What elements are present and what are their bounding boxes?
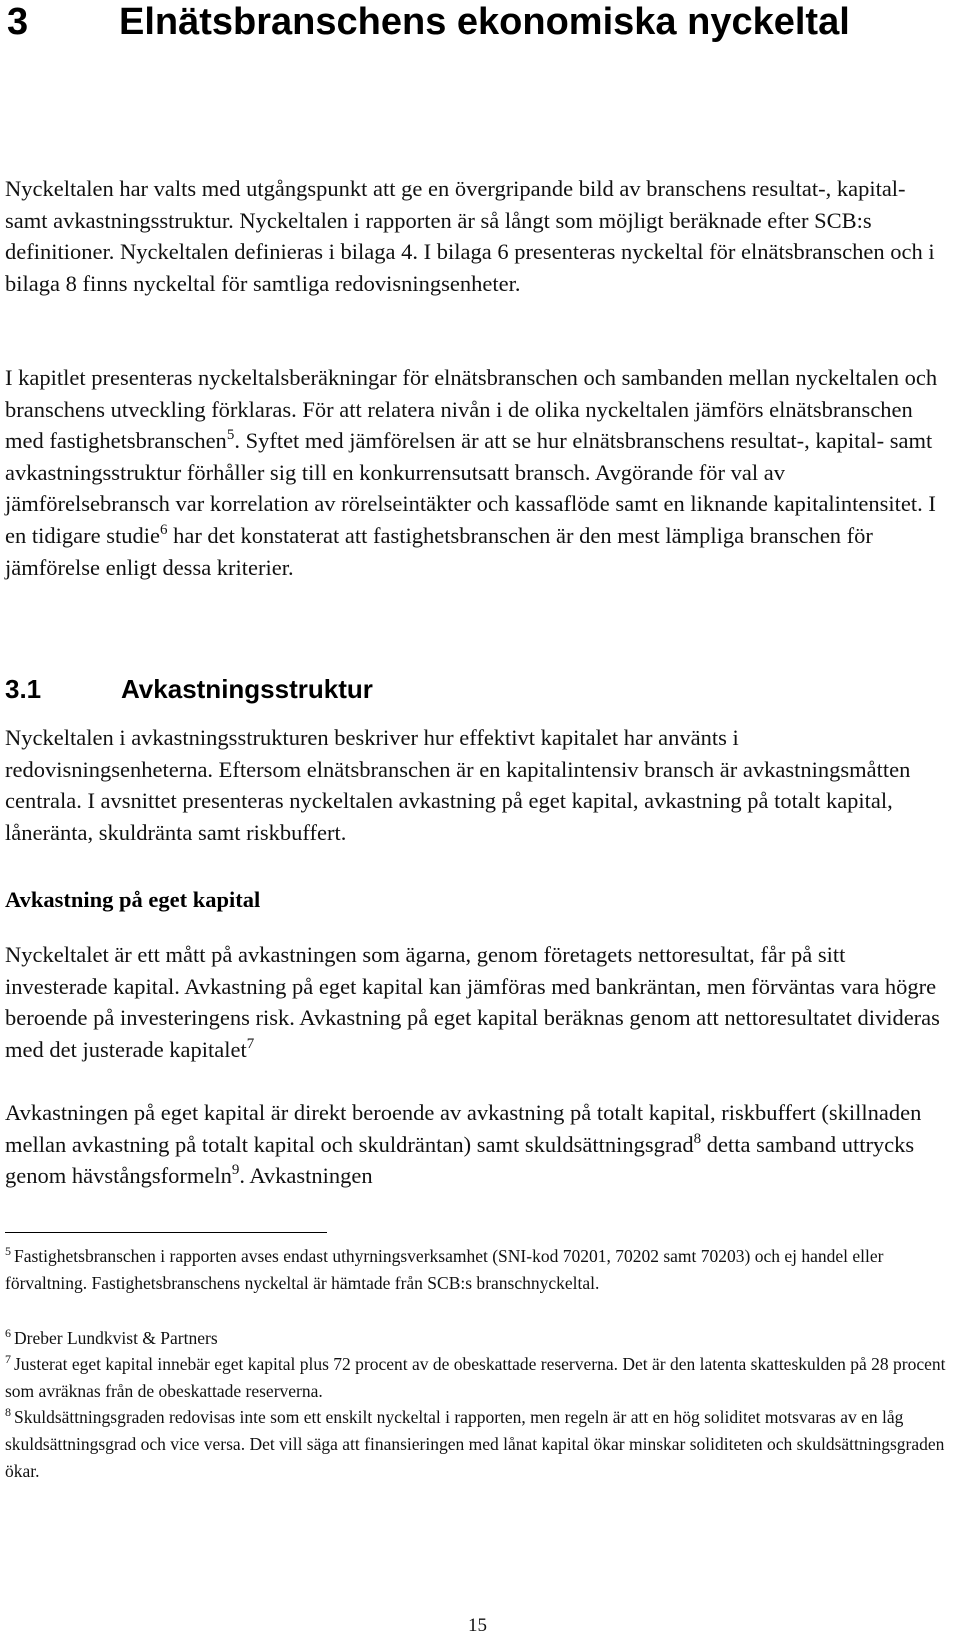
subheading: Avkastning på eget kapital	[5, 887, 261, 912]
equity-return-text: Nyckeltalet är ett mått på avkastningen som ägarna, genom företagets nettoresultat, får på sitt investerade kapital. Avkastning på eget kapital kan jämföras med bankräntan, men förväntas vara högre beroende på investeringens risk. Avkastning på eget kapital beräknas genom att nettoresultatet divideras med det justerade kapitalet	[5, 942, 940, 1062]
section-title: Avkastningsstruktur	[121, 674, 373, 704]
footnote-ref-5[interactable]: 5	[226, 427, 235, 444]
comparison-paragraph	[5, 362, 945, 583]
footnote-ref-7[interactable]: 7	[246, 1035, 255, 1052]
footnote-number: 7	[5, 1352, 11, 1366]
page-number: 15	[468, 1615, 487, 1636]
comparison-text-3: har det konstaterat att fastighetsbranschen är den mest lämpliga branschen för jämförelse enligt dessa kriterier.	[5, 522, 873, 580]
footnote-text: Dreber Lundkvist & Partners	[14, 1328, 218, 1348]
leverage-paragraph	[5, 1097, 945, 1192]
footnote-ref-6[interactable]: 6	[159, 521, 168, 538]
section-number: 3.1	[5, 674, 42, 704]
footnote-text: Fastighetsbranschen i rapporten avses endast uthyrningsverksamhet (SNI-kod 70201, 70202 samt 70203) och ej handel eller förvaltning. Fastighetsbranschens nyckeltal är hämtade från SCB:s branschnyckeltal.	[5, 1246, 884, 1293]
footnote-text: Skuldsättningsgraden redovisas inte som ett enskilt nyckeltal i rapporten, men regeln är att en hög soliditet motsvaras av en låg skuldsättningsgrad och vice versa. Det vill säga att finansieringen med lånat kapital ökar minskar soliditeten och skuldsättningsgraden ökar.	[5, 1407, 945, 1481]
intro-paragraph: Nyckeltalen har valts med utgångspunkt att ge en övergripande bild av branschens resultat-, kapital- samt avkastningsstruktur. Nyckeltalen i rapporten är så långt som möjligt beräknade efter SCB:s definitioner. Nyckeltalen definieras i bilaga 4. I bilaga 6 presenteras nyckeltal för elnätsbranschen och i bilaga 8 finns nyckeltal för samtliga redovisningsenheter.	[5, 176, 935, 296]
footnote-8	[5, 1404, 950, 1485]
leverage-text-1: Avkastningen på eget kapital är direkt beroende av avkastning på totalt kapital, riskbuffert (skillnaden mellan avkastning på totalt kapital och skuldräntan) samt skuldsättningsgrad	[5, 1100, 922, 1157]
leverage-text-3: . Avkastningen	[239, 1163, 373, 1189]
structure-paragraph: Nyckeltalen i avkastningsstrukturen beskriver hur effektivt kapitalet har använts i redovisningsenheterna. Eftersom elnätsbranschen är en kapitalintensiv bransch är avkastningsmåtten centrala. I avsnittet presenteras nyckeltalen avkastning på eget kapital, avkastning på totalt kapital, låneränta, skuldränta samt riskbuffert.	[5, 725, 911, 845]
chapter-title: Elnätsbranschens ekonomiska nyckeltal	[119, 1, 850, 43]
equity-return-paragraph	[5, 939, 945, 1065]
comparison-text-1: I kapitlet presenteras nyckeltalsberäkningar för elnätsbranschen och sambanden mellan nyckeltalen och branschens utveckling förklaras. För att relatera nivån i de olika nyckeltalen jämförs elnätsbranschen med fastighetsbranschen	[5, 365, 938, 454]
comparison-text-2: . Syftet med jämförelsen är att se hur elnätsbranschens resultat-, kapital- samt avkastningsstruktur förhåller sig till en konkurrensutsatt bransch. Avgörande för val av jämförelsebransch var korrelation av rörelseintäkter och kassaflöde samt en liknande kapitalintensitet. I en tidigare studie	[5, 428, 936, 548]
footnote-text: Justerat eget kapital innebär eget kapital plus 72 procent av de obeskattade reserverna. Det är den latenta skatteskulden på 28 procent som avräknas från de obeskattade reserverna.	[5, 1354, 946, 1401]
footnote-ref-8[interactable]: 8	[693, 1130, 702, 1147]
chapter-number: 3	[7, 1, 29, 43]
leverage-text-2: detta samband uttrycks genom hävstångsformeln	[5, 1131, 915, 1189]
footnote-number: 8	[5, 1405, 11, 1419]
footnote-number: 5	[5, 1244, 11, 1258]
footnote-divider	[5, 1232, 327, 1233]
footnote-5	[5, 1243, 950, 1297]
footnote-ref-9[interactable]: 9	[231, 1162, 240, 1179]
footnote-6	[5, 1325, 950, 1352]
footnote-7	[5, 1351, 950, 1405]
footnote-number: 6	[5, 1326, 11, 1340]
